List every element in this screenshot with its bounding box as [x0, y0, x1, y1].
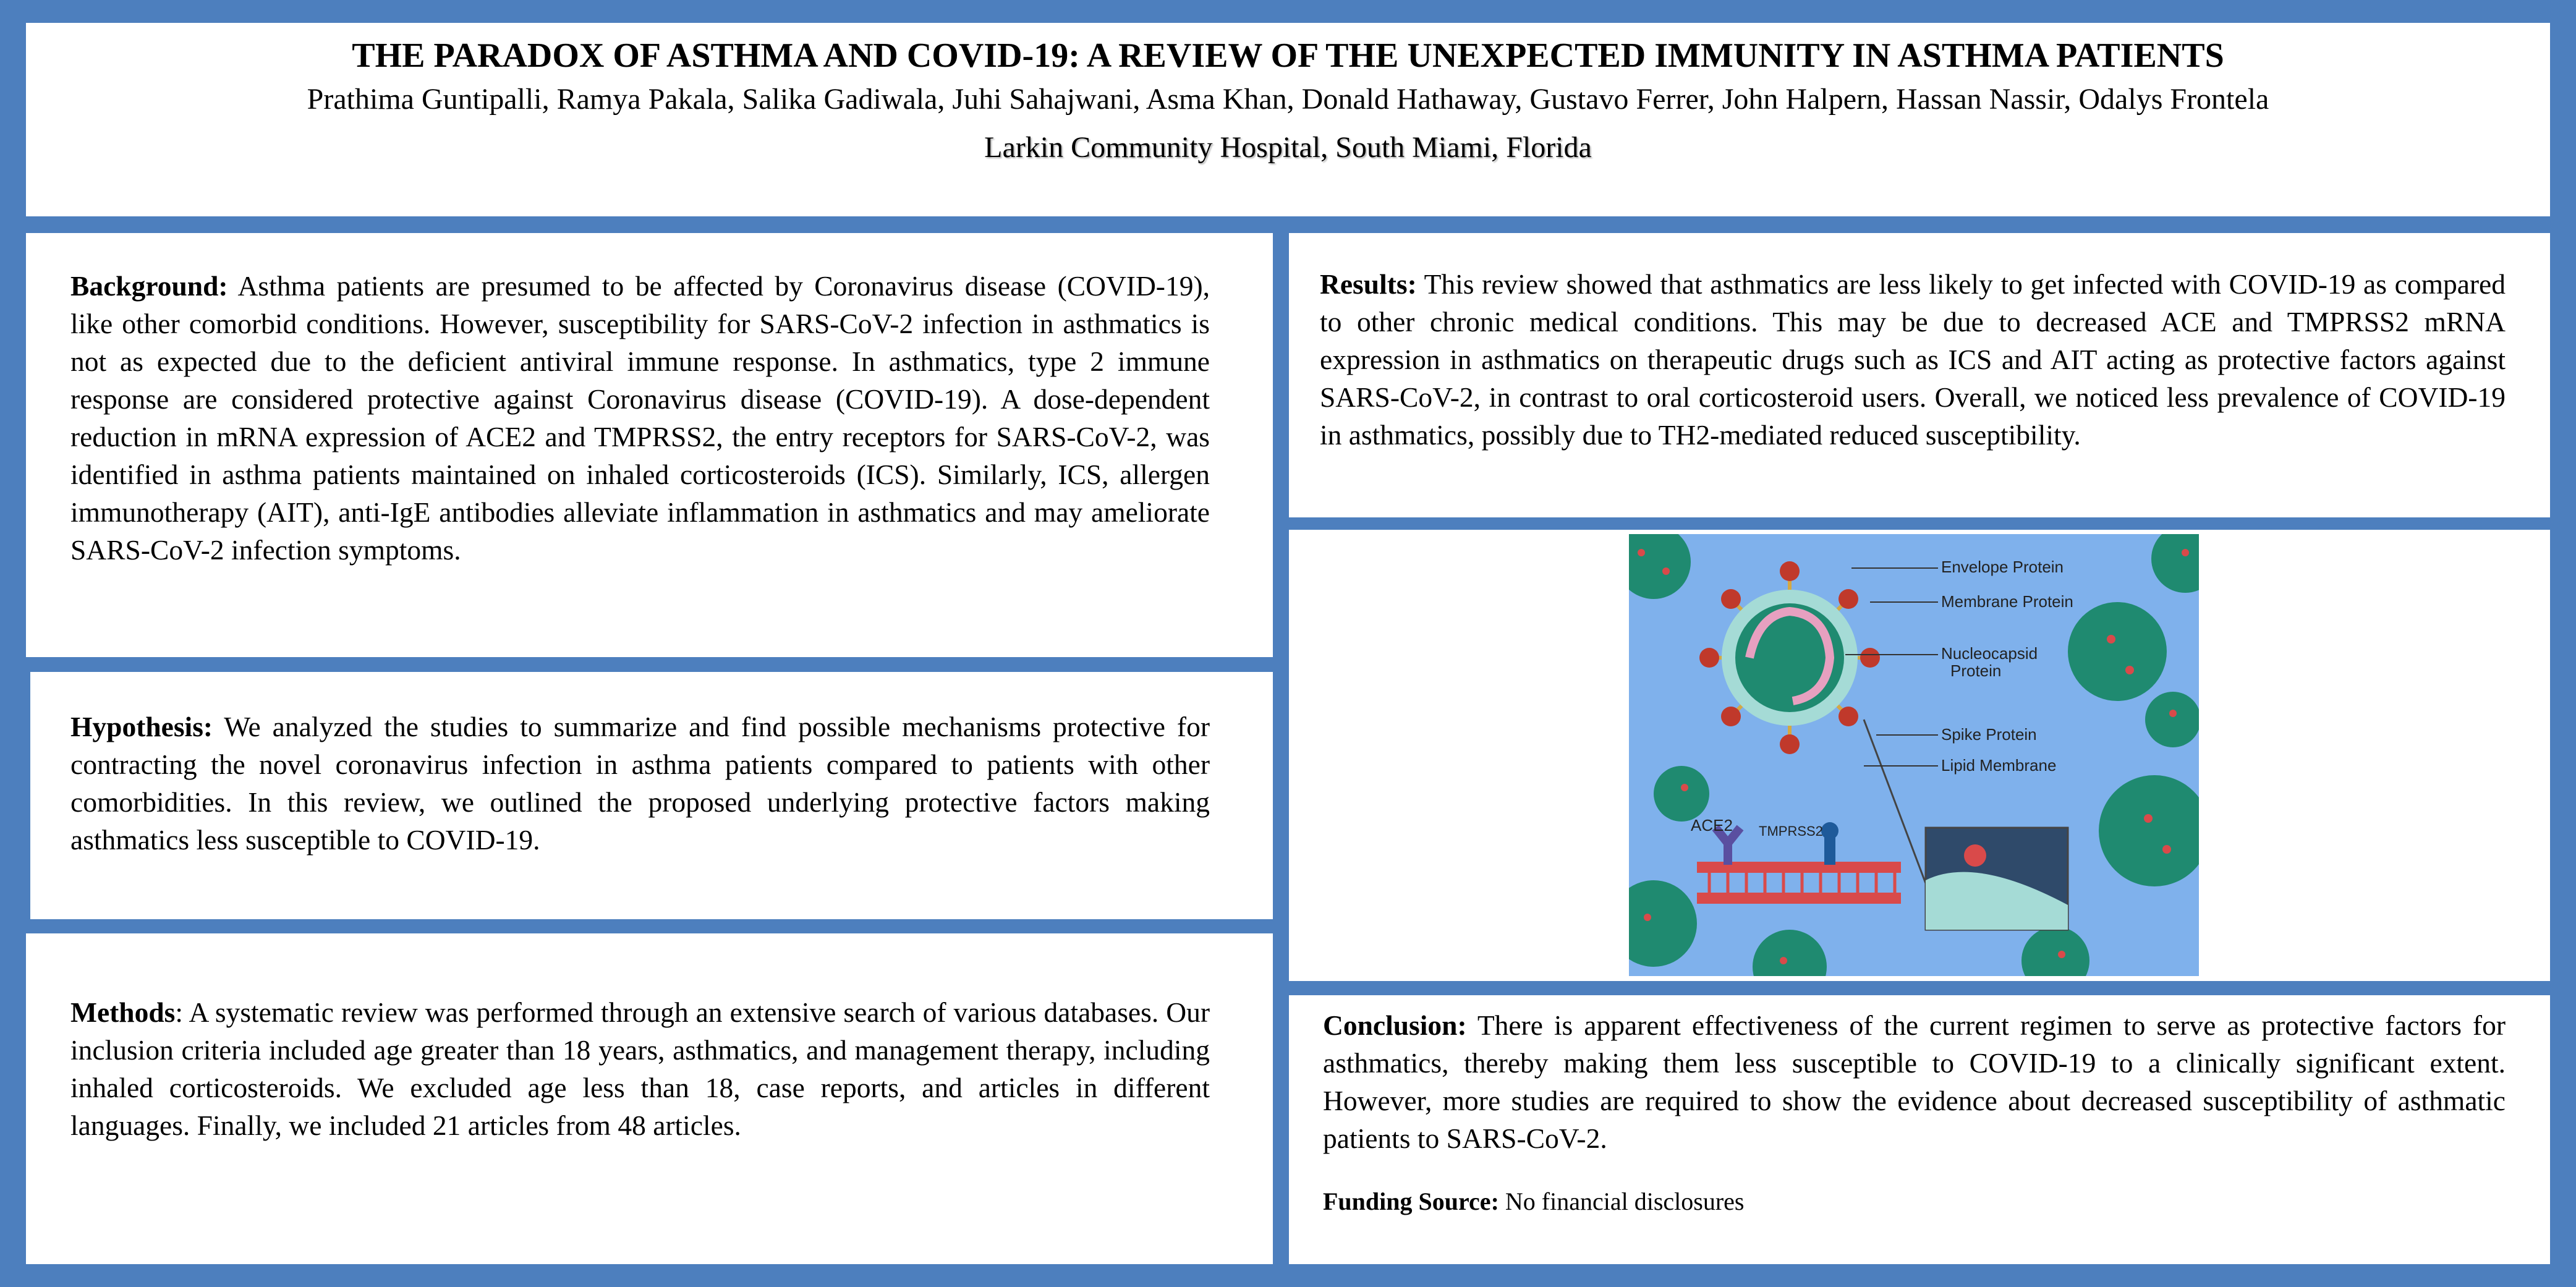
results-text: This review showed that asthmatics are less likely to get infected with COVID-19 as compared to other chronic medical conditions. This may be due to decreased ACE and TMPRSS2 mRNA expression in asthmatics on therapeutic drugs such as ICS and AIT acting as protective factors against SARS-CoV-2, in contrast to oral corticosteroid users. Overall, we noticed less prevalence of COVID-19 in asthmatics, possibly due to TH2-mediated reduced susceptibility. — [1320, 268, 2506, 451]
hypothesis-text: We analyzed the studies to summarize and find possible mechanisms protective for contracting the novel coronavirus infection in asthma patients compared to patients with other comorbidities. In this review, we outlined the proposed underlying protective factors making asthmatics less susceptible to COVID-19. — [70, 711, 1210, 856]
methods-label: Methods — [70, 996, 176, 1028]
label-nucleocapsid: Nucleocapsid — [1941, 644, 2038, 663]
figure-background — [1629, 534, 2199, 976]
conclusion-section — [1289, 995, 2550, 1264]
results-paragraph — [1320, 265, 2506, 454]
label-tmprss2: TMPRSS2 — [1759, 823, 1823, 839]
results-label: Results: — [1320, 268, 1417, 300]
label-lipid-membrane: Lipid Membrane — [1941, 756, 2057, 775]
methods-text: : A systematic review was performed through an extensive search of various databases. Our inclusion criteria included age greater than 18 years, asthmatics, and management therapy, including inhaled corticosteroids. We excluded age less than 18, case reports, and articles in different languages. Finally, we included 21 articles from 48 articles. — [70, 996, 1210, 1141]
poster-title: THE PARADOX OF ASTHMA AND COVID-19: A REVIEW OF THE UNEXPECTED IMMUNITY IN ASTHMA PATIENTS — [352, 36, 2224, 75]
conclusion-text: There is apparent effectiveness of the current regimen to serve as protective factors for asthmatics, thereby making them less susceptible to COVID-19 to a clinically significant extent. However, more studies are required to show the evidence about decreased susceptibility of asthmatic patients to SARS-CoV-2. — [1323, 1009, 2506, 1154]
label-nucleocapsid-protein: Protein — [1950, 661, 2002, 680]
conclusion-paragraph — [1323, 1006, 2506, 1157]
funding-source — [1323, 1187, 2506, 1216]
conclusion-label: Conclusion: — [1323, 1009, 1467, 1041]
hypothesis-label: Hypothesis: — [70, 711, 213, 742]
label-envelope-protein: Envelope Protein — [1941, 558, 2064, 576]
background-paragraph — [70, 267, 1210, 569]
affiliation: Larkin Community Hospital, South Miami, Florida — [984, 130, 1592, 164]
background-text: Asthma patients are presumed to be affected by Coronavirus disease (COVID-19), like other comorbid conditions. However, susceptibility for SARS-CoV-2 infection in asthmatics is not as expected due to the deficient antiviral immune response. In asthmatics, type 2 immune response are considered protective against Coronavirus disease (COVID-19). A dose-dependent reduction in mRNA expression of ACE2 and TMPRSS2, the entry receptors for SARS-CoV-2, was identified in asthma patients maintained on inhaled corticosteroids (ICS). Similarly, ICS, allergen immunotherapy (AIT), anti-IgE antibodies alleviate inflammation in asthmatics and may ameliorate SARS-CoV-2 infection symptoms. — [70, 270, 1210, 566]
funding-text: No financial disclosures — [1505, 1187, 1745, 1215]
main-virus — [1699, 561, 1880, 754]
background-section — [26, 233, 1273, 657]
methods-paragraph — [70, 993, 1210, 1144]
label-ace2: ACE2 — [1691, 816, 1733, 835]
poster-header — [26, 23, 2550, 216]
hypothesis-paragraph — [70, 708, 1210, 859]
hypothesis-section — [30, 672, 1273, 919]
results-section — [1289, 233, 2550, 517]
label-membrane-protein: Membrane Protein — [1941, 592, 2073, 611]
methods-section — [26, 933, 1273, 1264]
funding-label: Funding Source: — [1323, 1187, 1499, 1215]
figure-section — [1289, 530, 2550, 981]
author-list: Prathima Guntipalli, Ramya Pakala, Salika Gadiwala, Juhi Sahajwani, Asma Khan, Donald Hathaway, Gustavo Ferrer, John Halpern, Hassan Nassir, Odalys Frontela — [307, 83, 2269, 116]
label-spike-protein: Spike Protein — [1941, 725, 2037, 744]
background-label: Background: — [70, 270, 228, 302]
sars-cov-2-diagram — [1629, 534, 2199, 976]
